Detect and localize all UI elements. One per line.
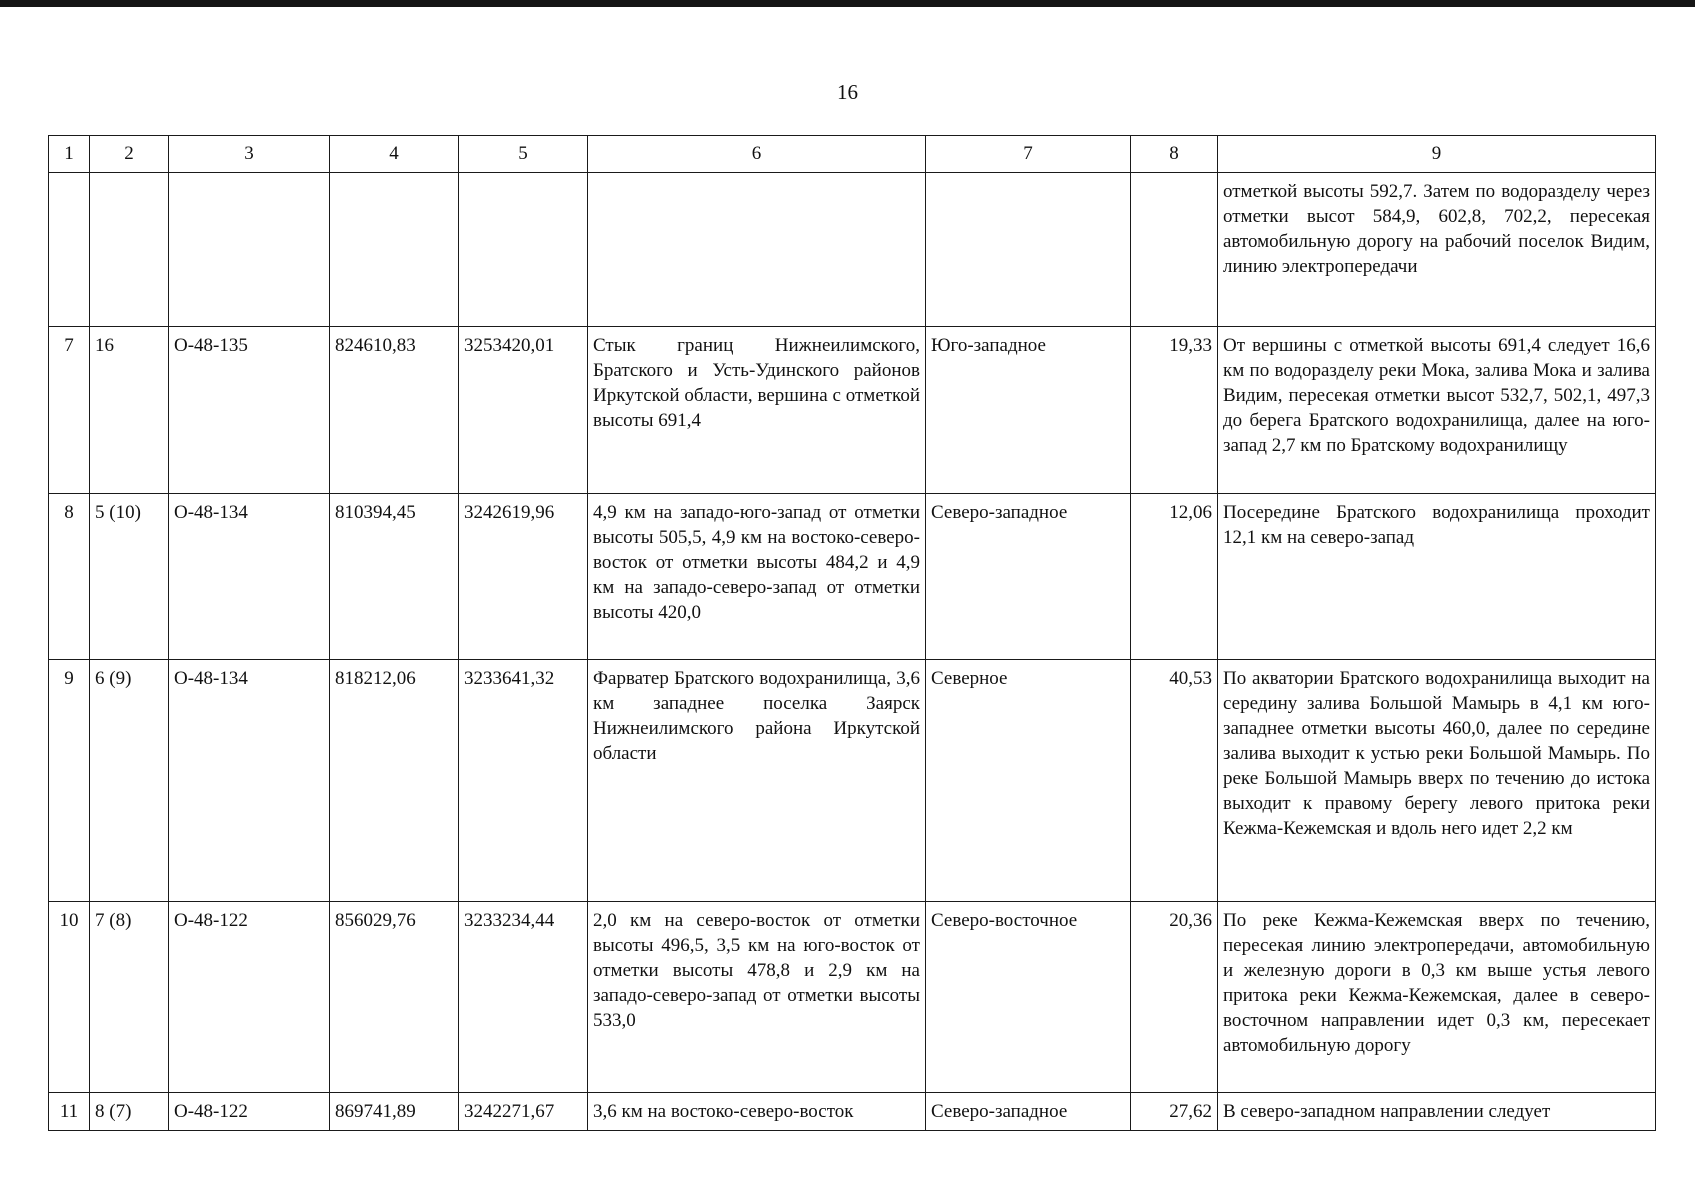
table-row xyxy=(49,1093,1656,1131)
description-cell: От вершины с отметкой высоты 691,4 следует 16,6 км по водоразделу реки Мока, залива Мока и залива Видим, пересекая отметки высот 532,7, 502,1, 497,3 до берега Братского водохранилища, далее на юго-запад 2,7 км по Братскому водохранилищу xyxy=(1218,327,1656,494)
description-cell: По акватории Братского водохранилища выходит на середину залива Большой Мамырь в 4,1 км юго-западнее отметки высоты 460,0, далее по середине залива выходит к устью реки Большой Мамырь. По реке Большой Мамырь вверх по течению до истока выходит к правому берегу левого притока реки Кежма-Кежемская и вдоль него идет 2,2 км xyxy=(1218,660,1656,902)
point-cell xyxy=(90,173,169,327)
map-sheet-cell: О-48-122 xyxy=(169,1093,330,1131)
point-cell: 6 (9) xyxy=(90,660,169,902)
page-number: 16 xyxy=(837,80,858,104)
direction-cell: Северо-западное xyxy=(926,1093,1131,1131)
row-number-cell: 8 xyxy=(49,494,90,660)
length-cell: 19,33 xyxy=(1131,327,1218,494)
length-cell: 40,53 xyxy=(1131,660,1218,902)
column-header-4: 4 xyxy=(330,136,459,173)
row-number-cell: 11 xyxy=(49,1093,90,1131)
row-number-cell: 7 xyxy=(49,327,90,494)
description-cell: По реке Кежма-Кежемская вверх по течению, пересекая линию электропередачи, автомобильную и железную дороги в 0,3 км выше устья левого притока реки Кежма-Кежемская, далее в северо-восточном направлении идет 0,3 км, пересекает автомобильную дорогу xyxy=(1218,902,1656,1093)
description-cell: отметкой высоты 592,7. Затем по водоразделу через отметки высот 584,9, 602,8, 702,2, пересекая автомобильную дорогу на рабочий поселок Видим, линию электропередачи xyxy=(1218,173,1656,327)
y-coordinate-cell: 3242619,96 xyxy=(459,494,588,660)
table-row xyxy=(49,494,1656,660)
length-cell: 27,62 xyxy=(1131,1093,1218,1131)
location-cell xyxy=(588,173,926,327)
y-coordinate-cell: 3233234,44 xyxy=(459,902,588,1093)
x-coordinate-cell: 869741,89 xyxy=(330,1093,459,1131)
length-cell: 20,36 xyxy=(1131,902,1218,1093)
column-header-1: 1 xyxy=(49,136,90,173)
map-sheet-cell: О-48-122 xyxy=(169,902,330,1093)
length-cell: 12,06 xyxy=(1131,494,1218,660)
top-rule xyxy=(0,0,1695,7)
point-cell: 7 (8) xyxy=(90,902,169,1093)
direction-cell: Северо-восточное xyxy=(926,902,1131,1093)
direction-cell: Северо-западное xyxy=(926,494,1131,660)
y-coordinate-cell xyxy=(459,173,588,327)
x-coordinate-cell xyxy=(330,173,459,327)
x-coordinate-cell: 810394,45 xyxy=(330,494,459,660)
table-row xyxy=(49,327,1656,494)
table-row xyxy=(49,902,1656,1093)
direction-cell xyxy=(926,173,1131,327)
y-coordinate-cell: 3233641,32 xyxy=(459,660,588,902)
location-cell: Фарватер Братского водохранилища, 3,6 км западнее поселка Заярск Нижнеилимского района Иркутской области xyxy=(588,660,926,902)
direction-cell: Юго-западное xyxy=(926,327,1131,494)
map-sheet-cell xyxy=(169,173,330,327)
row-number-cell: 9 xyxy=(49,660,90,902)
map-sheet-cell: О-48-134 xyxy=(169,660,330,902)
description-cell: Посередине Братского водохранилища проходит 12,1 км на северо-запад xyxy=(1218,494,1656,660)
row-number-cell: 10 xyxy=(49,902,90,1093)
point-cell: 8 (7) xyxy=(90,1093,169,1131)
point-cell: 16 xyxy=(90,327,169,494)
location-cell: Стык границ Нижнеилимского, Братского и Усть-Удинского районов Иркутской области, вершина с отметкой высоты 691,4 xyxy=(588,327,926,494)
description-cell: В северо-западном направлении следует xyxy=(1218,1093,1656,1131)
y-coordinate-cell: 3242271,67 xyxy=(459,1093,588,1131)
table-body xyxy=(49,173,1656,1131)
x-coordinate-cell: 856029,76 xyxy=(330,902,459,1093)
column-header-3: 3 xyxy=(169,136,330,173)
x-coordinate-cell: 824610,83 xyxy=(330,327,459,494)
column-header-6: 6 xyxy=(588,136,926,173)
column-header-5: 5 xyxy=(459,136,588,173)
table-header xyxy=(49,136,1656,173)
direction-cell: Северное xyxy=(926,660,1131,902)
point-cell: 5 (10) xyxy=(90,494,169,660)
table-row xyxy=(49,660,1656,902)
column-header-7: 7 xyxy=(926,136,1131,173)
location-cell: 2,0 км на северо-восток от отметки высоты 496,5, 3,5 км на юго-восток от отметки высоты 478,8 и 2,9 км на западо-северо-запад от отметки высоты 533,0 xyxy=(588,902,926,1093)
location-cell: 4,9 км на западо-юго-запад от отметки высоты 505,5, 4,9 км на востоко-северо-восток от отметки высоты 484,2 и 4,9 км на западо-северо-запад от отметки высоты 420,0 xyxy=(588,494,926,660)
map-sheet-cell: О-48-134 xyxy=(169,494,330,660)
row-number-cell xyxy=(49,173,90,327)
length-cell xyxy=(1131,173,1218,327)
column-header-9: 9 xyxy=(1218,136,1656,173)
header-row xyxy=(49,136,1656,173)
table-row xyxy=(49,173,1656,327)
x-coordinate-cell: 818212,06 xyxy=(330,660,459,902)
column-header-2: 2 xyxy=(90,136,169,173)
map-sheet-cell: О-48-135 xyxy=(169,327,330,494)
boundary-table xyxy=(48,135,1656,1131)
column-header-8: 8 xyxy=(1131,136,1218,173)
location-cell: 3,6 км на востоко-северо-восток xyxy=(588,1093,926,1131)
y-coordinate-cell: 3253420,01 xyxy=(459,327,588,494)
